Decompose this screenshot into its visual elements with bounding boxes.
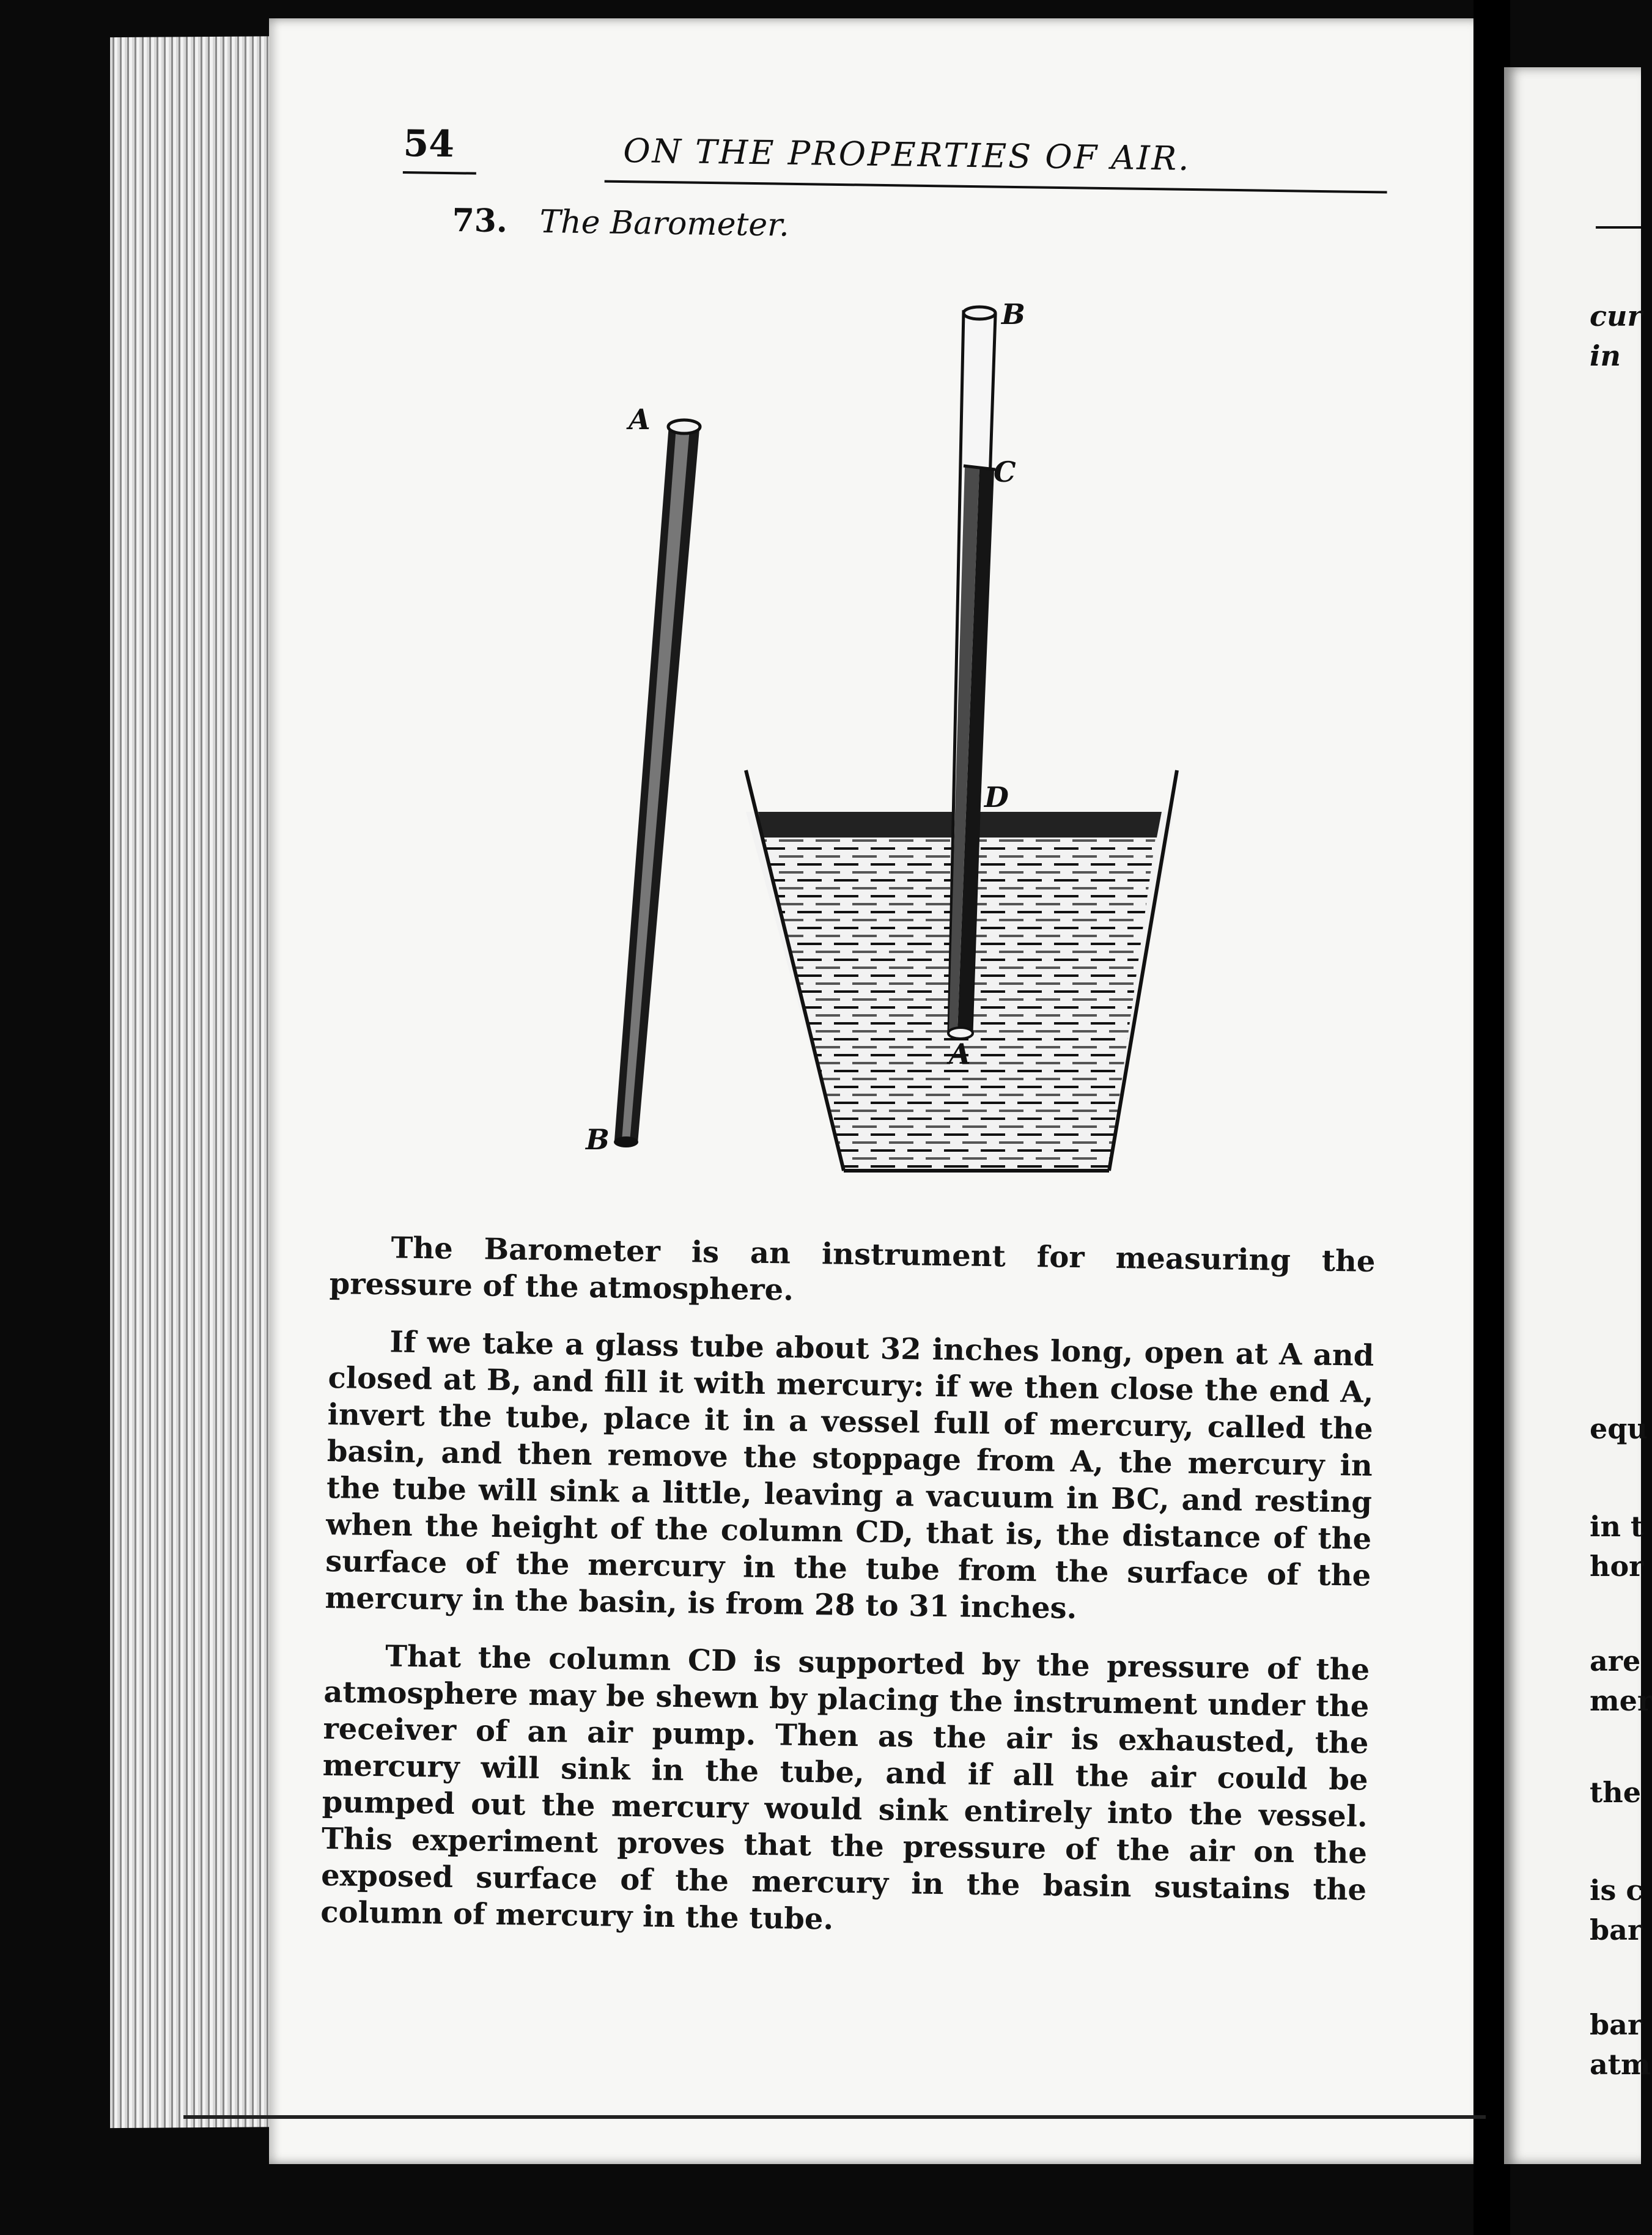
header-rule	[605, 180, 1387, 194]
section-title: The Barometer.	[539, 203, 790, 244]
facing-fragment: atm	[1590, 2048, 1651, 2081]
label-tube-right-bottom: A	[949, 1037, 971, 1070]
section-heading	[452, 202, 789, 244]
body-text	[320, 1229, 1375, 1966]
facing-fragment: equ	[1590, 1412, 1648, 1445]
paragraph-1: The Barometer is an instrument for measuring the pressure of the atmosphere.	[329, 1231, 1376, 1308]
facing-fragment: bar	[1590, 1913, 1643, 1946]
facing-fragment: in t	[1590, 1510, 1644, 1543]
page-number-underline	[403, 171, 476, 175]
label-tube-left-top: A	[629, 403, 651, 436]
label-tube-right-d: D	[984, 781, 1009, 814]
paragraph-2: If we take a glass tube about 32 inches long, open at A and closed at B, and fill it with mercury: if we then close the end A, invert the tube, place it in a vessel full of mercury, called the basin, and then remove the stoppage from A, the mercury in the tube will sink a little, leaving a vacuum in BC, and resting when the height of the column CD, that is, the distance of the surface of the mercury in the tube from the surface of the mercury in the basin, is from 28 to 31 inches.	[325, 1325, 1374, 1626]
facing-fragment: the	[1590, 1776, 1641, 1809]
paragraph-3: That the column CD is supported by the pressure of the atmosphere may be shewn by placing the instrument under the receiver of an air pump. Then as the air is exhausted, the mercury will sink in the tube, and if all the air could be pumped out the mercury would sink entirely into the vessel. This experiment proves that the pressure of the air on the exposed surface of the mercury in the basin sustains the column of mercury in the tube.	[320, 1639, 1370, 1937]
page-number: 54	[403, 122, 455, 166]
empty-tube	[614, 420, 700, 1147]
page-bottom-edge	[183, 2115, 1486, 2119]
label-tube-left-bottom: B	[586, 1123, 610, 1156]
facing-fragment: cur	[1590, 300, 1642, 333]
facing-page-text-fragments	[1590, 0, 1652, 2235]
facing-fragment: mer	[1590, 1684, 1652, 1717]
label-tube-right-c: C	[994, 455, 1016, 488]
barometer-figure	[538, 269, 1211, 1223]
page-header	[402, 122, 1394, 210]
label-tube-right-top: B	[1001, 298, 1025, 331]
facing-fragment: bar	[1590, 2008, 1643, 2041]
facing-fragment: hor	[1590, 1550, 1644, 1583]
facing-fragment: in	[1590, 339, 1621, 372]
section-number: 73.	[452, 202, 508, 240]
facing-fragment: is c	[1590, 1874, 1643, 1907]
barometer-illustration	[538, 269, 1211, 1223]
running-head: ON THE PROPERTIES OF AIR.	[622, 131, 1191, 178]
facing-fragment: are	[1590, 1644, 1641, 1677]
